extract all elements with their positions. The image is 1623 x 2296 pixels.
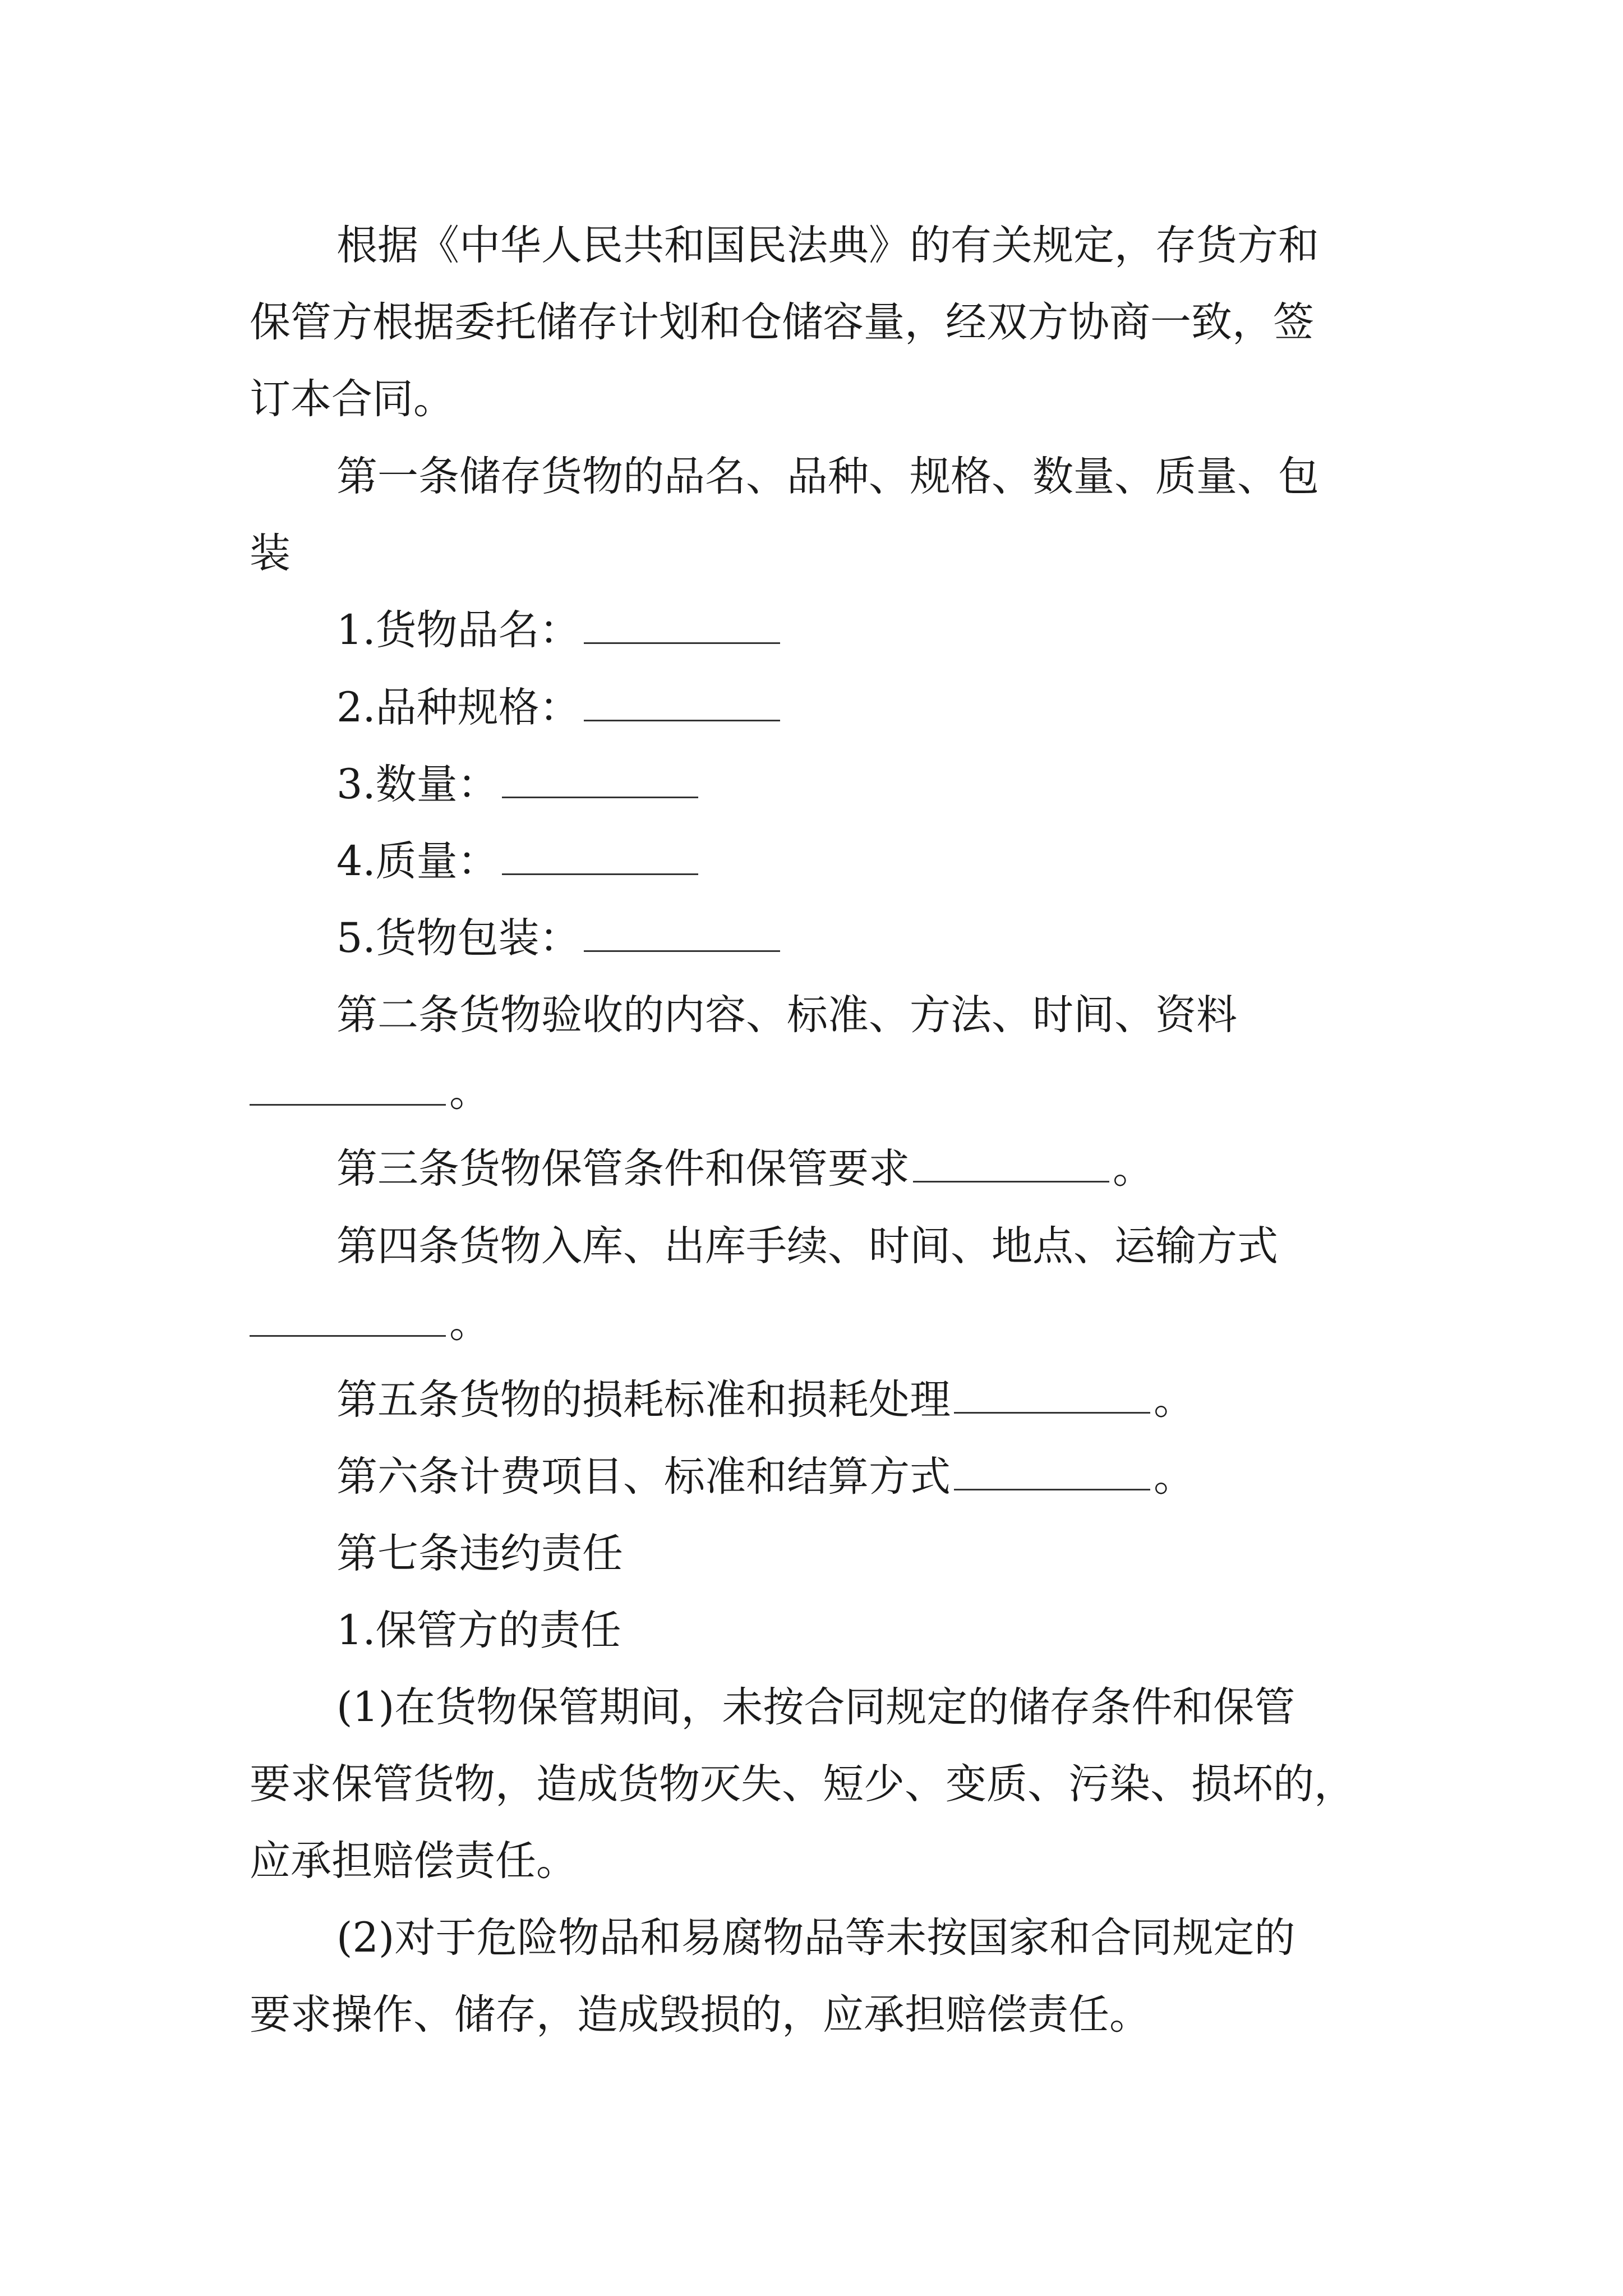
article-1-item-5 [336, 910, 783, 967]
article-4-blank-line [250, 1295, 490, 1351]
fill-blank[interactable] [954, 1378, 1150, 1414]
item-label: 4.质量： [336, 838, 499, 885]
article-7-sub-1: 1.保管方的责任 [336, 1607, 621, 1654]
intro-line-3: 订本合同。 [250, 375, 454, 423]
article-1-title: 第一条储存货物的品名、品种、规格、数量、质量、包 [336, 453, 1319, 500]
fill-blank[interactable] [954, 1455, 1150, 1490]
fill-blank[interactable] [913, 1147, 1109, 1182]
period: 。 [449, 1299, 490, 1347]
item-label: 2.品种规格： [336, 684, 580, 731]
article-2-title: 第二条货物验收的内容、标准、方法、时间、资料 [336, 991, 1237, 1039]
item-label: 3.数量： [336, 761, 499, 808]
item-label: 1.货物品名： [336, 606, 580, 654]
fill-blank[interactable] [250, 1301, 446, 1337]
article-2-blank-line [250, 1064, 490, 1120]
article-6-text: 第六条计费项目、标准和结算方式 [336, 1453, 951, 1501]
fill-blank[interactable] [502, 763, 698, 798]
article-7-p1-line-1: (1)在货物保管期间，未按合同规定的储存条件和保管 [336, 1683, 1295, 1731]
article-3 [336, 1141, 1154, 1197]
article-4-title: 第四条货物入库、出库手续、时间、地点、运输方式 [336, 1222, 1278, 1270]
item-label: 5.货物包装： [336, 914, 580, 962]
period: 。 [1154, 1376, 1195, 1424]
fill-blank[interactable] [502, 840, 698, 875]
period: 。 [449, 1068, 490, 1116]
article-5-text: 第五条货物的损耗标准和损耗处理 [336, 1376, 951, 1424]
fill-blank[interactable] [584, 609, 780, 644]
article-6 [336, 1449, 1195, 1505]
article-7-p2-line-1: (2)对于危险物品和易腐物品等未按国家和合同规定的 [336, 1914, 1295, 1962]
fill-blank[interactable] [250, 1070, 446, 1106]
article-5 [336, 1372, 1195, 1428]
fill-blank[interactable] [584, 686, 780, 721]
article-1-title-cont: 装 [250, 530, 291, 577]
article-1-item-2 [336, 680, 783, 736]
period: 。 [1113, 1145, 1154, 1193]
article-1-item-3 [336, 757, 702, 813]
article-3-text: 第三条货物保管条件和保管要求 [336, 1145, 910, 1193]
article-7-p1-line-2: 要求保管货物，造成货物灭失、短少、变质、污染、损坏的， [250, 1760, 1355, 1808]
period: 。 [1154, 1453, 1195, 1501]
fill-blank[interactable] [584, 917, 780, 952]
intro-line-2: 保管方根据委托储存计划和仓储容量，经双方协商一致，签 [250, 298, 1314, 346]
article-7-p1-line-3: 应承担赔偿责任。 [250, 1837, 577, 1885]
intro-line-1: 根据《中华人民共和国民法典》的有关规定，存货方和 [336, 222, 1319, 269]
article-7-title: 第七条违约责任 [336, 1530, 623, 1577]
article-1-item-4 [336, 834, 702, 890]
article-7-p2-line-2: 要求操作、储存，造成毁损的，应承担赔偿责任。 [250, 1991, 1150, 2039]
article-1-item-1 [336, 602, 783, 659]
